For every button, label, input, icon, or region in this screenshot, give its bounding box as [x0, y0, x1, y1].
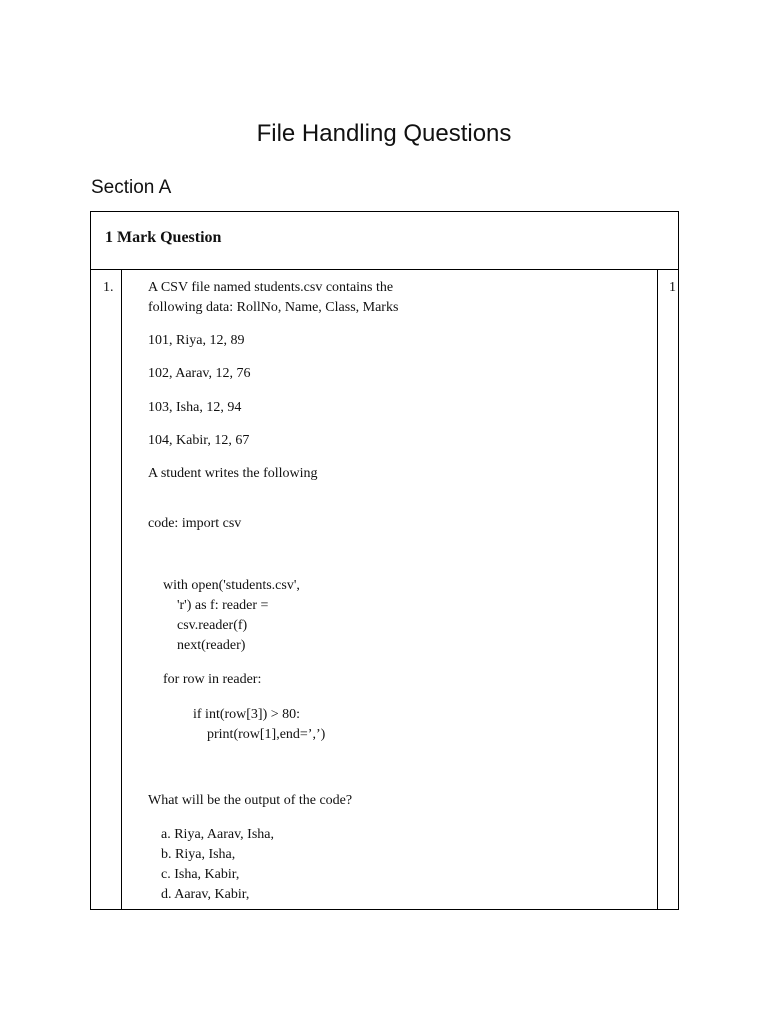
question-intro-line-2: following data: RollNo, Name, Class, Marks [148, 300, 399, 315]
code-line-4: next(reader) [177, 638, 246, 653]
code-line-5: for row in reader: [163, 672, 262, 687]
section-heading: Section A [91, 177, 172, 198]
code-line-2: 'r') as f: reader = [177, 598, 269, 613]
code-line-7: print(row[1],end=’,’) [207, 727, 326, 742]
code-label: code: import csv [148, 516, 242, 531]
question-prompt: What will be the output of the code? [148, 793, 353, 808]
question-number: 1. [103, 280, 114, 295]
data-row-2: 102, Aarav, 12, 76 [148, 366, 251, 381]
table-header-label: 1 Mark Question [105, 229, 222, 246]
code-line-6: if int(row[3]) > 80: [193, 707, 301, 722]
column-divider-left [121, 270, 122, 909]
data-row-3: 103, Isha, 12, 94 [148, 400, 242, 415]
data-row-4: 104, Kabir, 12, 67 [148, 433, 250, 448]
table-header [91, 212, 678, 270]
code-lead-in: A student writes the following [148, 466, 318, 481]
option-a: a. Riya, Aarav, Isha, [161, 827, 274, 842]
question-intro-line-1: A CSV file named students.csv contains the [148, 280, 394, 295]
column-divider-right [657, 270, 658, 909]
option-d: d. Aarav, Kabir, [161, 887, 250, 902]
data-row-1: 101, Riya, 12, 89 [148, 333, 245, 348]
page-title: File Handling Questions [256, 120, 512, 147]
question-table [90, 211, 679, 910]
code-line-1: with open('students.csv', [163, 578, 300, 593]
question-marks: 1 [669, 280, 676, 295]
option-b: b. Riya, Isha, [161, 847, 236, 862]
code-line-3: csv.reader(f) [177, 618, 248, 633]
option-c: c. Isha, Kabir, [161, 867, 240, 882]
